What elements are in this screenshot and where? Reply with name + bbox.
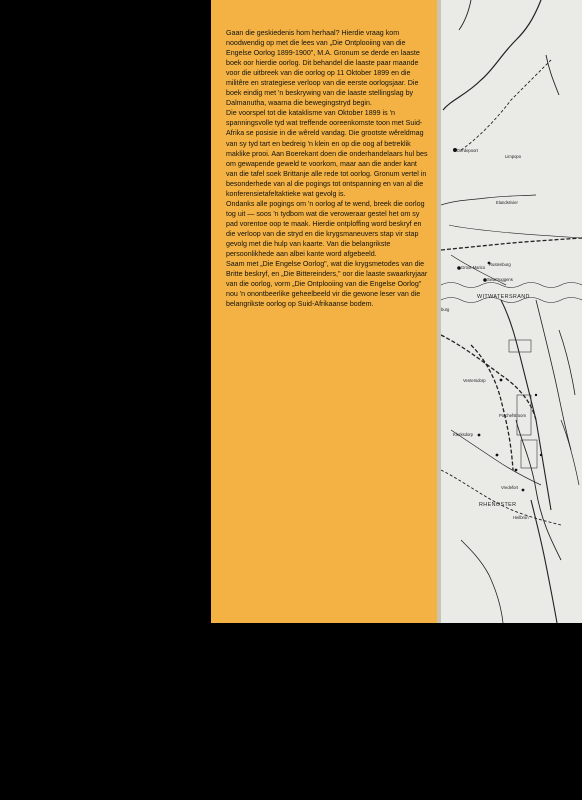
map-label-vredefort: Vredefort (501, 485, 519, 490)
map-label-groot-marico: Groot Marico (461, 265, 486, 270)
map-label-witwatersrand: WITWATERSRAND (477, 294, 530, 300)
blurb-paragraph-4: Saam met „Die Engelse Oorlog", wat die krygsmetodes van die Britte beskryf, en „Die Bittereinders," oor die laaste swaarkryjaar van die oorlog, vorm „Die Ontplooiing van die Engelse Oorlog" nou 'n onontbeerlike geheelbeeld vir die gewone leser van die belangrikste oorlog op Suid-Afrikaanse bodem. (226, 260, 428, 309)
map-label-derdepoort: Derdepoort (457, 148, 478, 153)
map-label-rhenoster: RHENOSTER (479, 502, 517, 508)
map-drawing (441, 0, 582, 623)
map-label-burg: burg (441, 307, 450, 312)
map-label-swartruggens: Swartruggens (487, 277, 513, 282)
map-label-potchefstroom: Potchefstroom (499, 413, 526, 418)
map-label-limpopo: Limpopo (505, 154, 522, 159)
map-label-elandsrivier: Elandsrivier (496, 200, 518, 205)
blurb-paragraph-1: Gaan die geskiedenis hom herhaal? Hierdie vraag kom noodwendig op met die lees van „Die Ontplooiing van die Engelse Oorlog 1899-1900", M.A. Gronum se derde en laaste boek oor hierdie oorlog. Dit behandel die laaste paar maande voor die uitbreek van die oorlog op 11 Oktober 1899 en die militêre en strategiese verloop van die eerste oorlogsjaar. Die boek eindig met 'n beskrywing van die laaste stellingslag by Dalmanutha, waarna die bewegingstryd begin. (226, 29, 420, 108)
blurb-paragraph-2: Die voorspel tot die kataklisme van Oktober 1899 is 'n spanningsvolle tyd wat treffende ooreenkomste toon met Suid-Afrika se posisie in die wêreld vandag. Die grootste wêreldmag van sy tyd tart en bedreig 'n klein en op die oog af betreklik maklike prooi. Aan Boerekant doen die onderhandelaars hul bes om gewapende geweld te voorkom, maar aan die ander kant van die tafel soek Brittanje alle rede tot oorlog. Gronum vertel in besonderhede van al die pogings tot ontspanning en van al die konferensietafeltaktieke wat gevolg is. (226, 109, 428, 198)
map-label-heilbron: Heilbron (513, 515, 529, 520)
map-label-rustenburg: Rustenburg (489, 262, 511, 267)
map-label-klerksdorp: Klerksdorp (453, 432, 474, 437)
blurb-paragraph-3: Ondanks alle pogings om 'n oorlog af te wend, breek die oorlog tog uit — soos 'n tydbom wat die veroweraar gestel het om sy pad vorentoe oop te maak. Hierdie ontploffing word beskryf en die verloop van die stryd en die krygsmaneuvers stap vir stap gevolg met die hulp van kaarte. Van die belangrikste persoonlikhede aan albei kante word afgebeeld. (226, 199, 425, 259)
blurb-text (226, 28, 430, 309)
map-panel (441, 0, 582, 623)
map-label-ventersdorp: Ventersdorp (463, 378, 486, 383)
